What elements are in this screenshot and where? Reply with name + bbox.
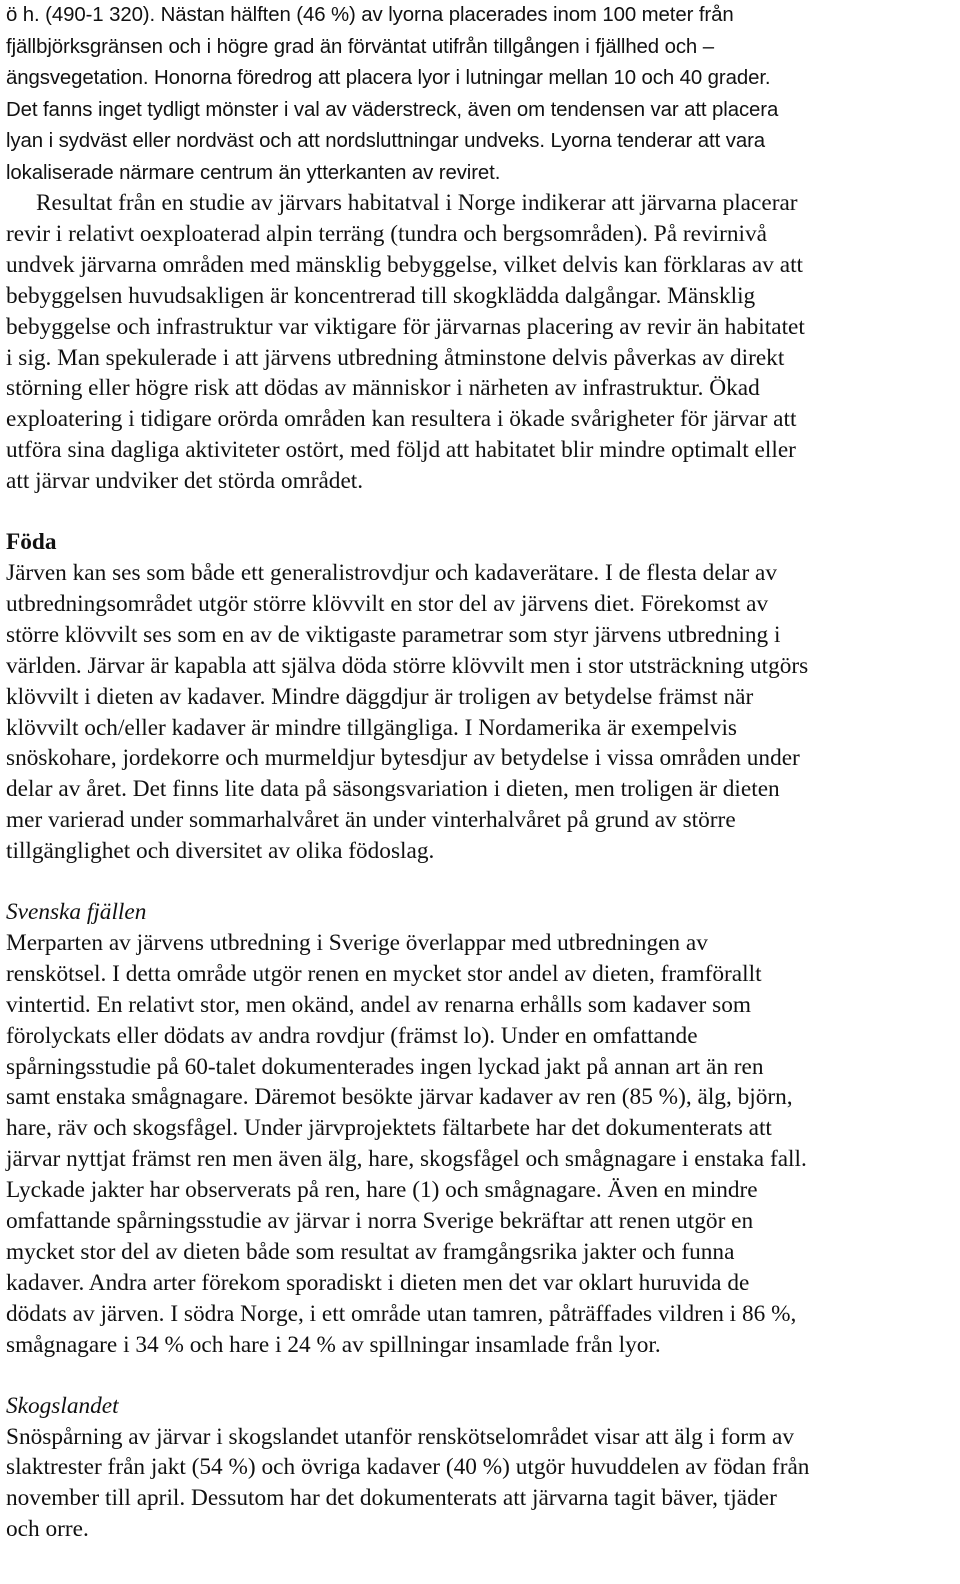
paragraph-foda: [6, 558, 954, 867]
paragraph-skogslandet: [6, 1422, 954, 1546]
paragraph-svenska-fjallen: [6, 928, 954, 1361]
text-line: Lyckade jakter har observerats på ren, hare (1) och smågnagare. Även en mindre: [6, 1177, 758, 1204]
text-line: delar av året. Det finns lite data på säsongsvariation i dieten, men troligen är dieten: [6, 776, 780, 803]
text-line: kadaver. Andra arter förekom sporadiskt i dieten men det var oklart huruvida de: [6, 1269, 750, 1296]
text-line: järvar nyttjat främst ren men även älg, hare, skogsfågel och smågnagare i enstaka fall.: [6, 1146, 807, 1173]
text-line: november till april. Dessutom har det dokumenterats att järvarna tagit bäver, tjäder: [6, 1485, 777, 1512]
text-line: hare, räv och skogsfågel. Under järvprojektets fältarbete har det dokumenterats att: [6, 1115, 772, 1142]
text-line: klövvilt i dieten av kadaver. Mindre däggdjur är troligen av betydelse främst när: [6, 683, 754, 710]
document-page: [6, 0, 954, 1545]
text-line: ängsvegetation. Honorna föredrog att placera lyor i lutningar mellan 10 och 40 grader.: [6, 67, 771, 89]
heading-skogslandet: Skogslandet: [6, 1392, 119, 1419]
text-line: förolyckats eller dödats av andra rovdjur (främst lo). Under en omfattande: [6, 1022, 698, 1049]
text-line: störning eller högre risk att dödas av människor i närheten av infrastruktur. Ökad: [6, 375, 760, 402]
text-line: tillgänglighet och diversitet av olika födoslag.: [6, 838, 435, 865]
text-line: att järvar undviker det störda området.: [6, 468, 364, 495]
text-line: revir i relativt oexploaterad alpin terräng (tundra och bergsområden). På revirnivå: [6, 220, 767, 247]
text-line: dödats av järven. I södra Norge, i ett område utan tamren, påträffades vildren i 86 %,: [6, 1300, 797, 1327]
text-line: mycket stor del av dieten både som resultat av framgångsrika jakter och funna: [6, 1239, 735, 1265]
text-line: renskötsel. I detta område utgör renen en mycket stor andel av dieten, framförallt: [6, 960, 762, 987]
text-line: Resultat från en studie av järvars habitatval i Norge indikerar att järvarna placerar: [36, 190, 798, 216]
text-line: mer varierad under sommarhalvåret än under vinterhalvåret på grund av större: [6, 807, 736, 834]
text-line: lyan i sydväst eller nordväst och att nordsluttningar undveks. Lyorna tenderar att vara: [6, 130, 766, 152]
text-line: snöskohare, jordekorre och murmeldjur bytesdjur av betydelse i vissa områden under: [6, 745, 800, 772]
text-line: lokaliserade närmare centrum än ytterkanten av reviret.: [6, 161, 501, 184]
paragraph-lyor: [6, 0, 954, 189]
text-line: spårningsstudie på 60-talet dokumenterades ingen lyckad jakt på annan art än ren: [6, 1053, 764, 1080]
text-line: utföra sina dagliga aktiviteter ostört, med följd att habitatet blir mindre optimalt eller: [6, 437, 796, 464]
text-line: utbredningsområdet utgör större klövvilt en stor del av järvens diet. Förekomst av: [6, 590, 769, 617]
text-line: exploatering i tidigare orörda områden kan resultera i ökade svårigheter för järvar att: [6, 406, 797, 433]
text-line: i sig. Man spekulerade i att järvens utbredning åtminstone delvis påverkas av direkt: [6, 344, 785, 371]
paragraph-habitat: [6, 188, 954, 497]
text-line: bebyggelse och infrastruktur var viktigare för järvarnas placering av revir än habitatet: [6, 313, 805, 340]
text-line: Det fanns inget tydligt mönster i val av väderstreck, även om tendensen var att placera: [6, 98, 779, 121]
text-line: Snöspårning av järvar i skogslandet utanför renskötselområdet visar att älg i form av: [6, 1423, 794, 1450]
heading-foda: Föda: [6, 529, 57, 556]
text-line: undvek järvarna områden med mänsklig bebyggelse, vilket delvis kan förklaras av att: [6, 251, 804, 278]
text-line: samt enstaka smågnagare. Däremot besökte järvar kadaver av ren (85 %), älg, björn,: [6, 1084, 793, 1111]
text-line: slaktrester från jakt (54 %) och övriga kadaver (40 %) utgör huvuddelen av födan från: [6, 1454, 810, 1481]
text-line: bebyggelsen huvudsakligen är koncentrerad till skogklädda dalgångar. Mänsklig: [6, 282, 756, 309]
text-line: större klövvilt ses som en av de viktigaste parametrar som styr järvens utbredning i: [6, 621, 781, 648]
text-line: smågnagare i 34 % och hare i 24 % av spillningar insamlade från lyor.: [6, 1331, 661, 1358]
text-line: och orre.: [6, 1516, 89, 1543]
text-line: Järven kan ses som både ett generalistrovdjur och kadaverätare. I de flesta delar av: [6, 559, 778, 586]
text-line: klövvilt och/eller kadaver är mindre tillgängliga. I Nordamerika är exempelvis: [6, 714, 737, 741]
text-line: vintertid. En relativt stor, men okänd, andel av renarna erhålls som kadaver som: [6, 991, 751, 1018]
text-line: Merparten av järvens utbredning i Sverige överlappar med utbredningen av: [6, 929, 708, 956]
text-line: omfattande spårningsstudie av järvar i norra Sverige bekräftar att renen utgör en: [6, 1208, 754, 1235]
heading-svenska-fjallen: Svenska fjällen: [6, 899, 147, 926]
text-line: fjällbjörksgränsen och i högre grad än förväntat utifrån tillgången i fjällhed och –: [6, 35, 714, 58]
text-line: världen. Järvar är kapabla att själva döda större klövvilt men i stor utsträckning utgörs: [6, 652, 809, 679]
text-line: ö h. (490-1 320). Nästan hälften (46 %) av lyorna placerades inom 100 meter från: [6, 4, 734, 26]
